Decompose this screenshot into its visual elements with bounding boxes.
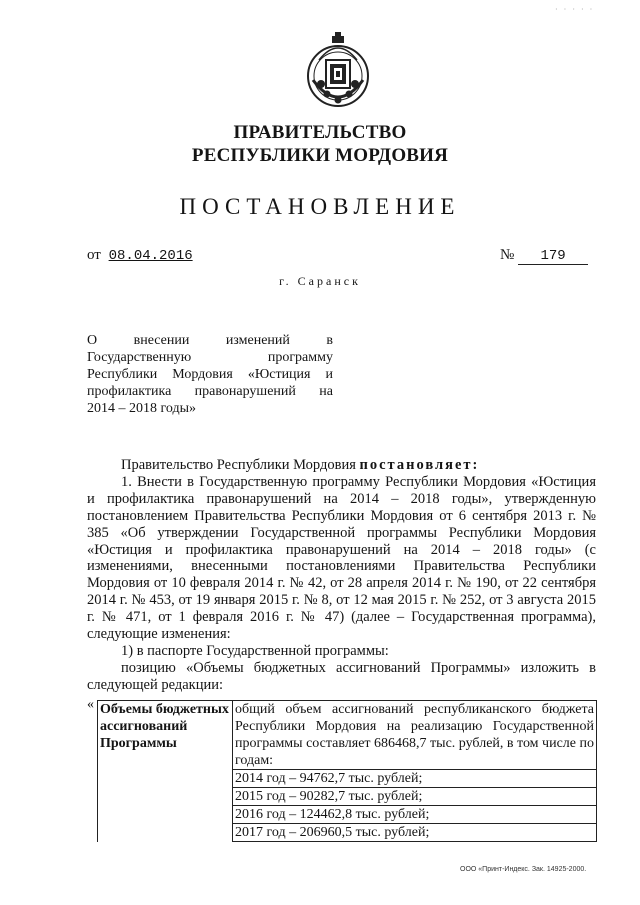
printer-imprint: ООО «Принт-Индекс. Зак. 14925-2000. xyxy=(460,866,587,873)
clause-1-paragraph: 1. Внести в Государственную программу Республики Мордовия «Юстиция и профилактика правонарушений на 2014 – 2018 годы», утвержденную постановлением Правительства Республики Мордовия от 6 сентября 2013 г. № 385 «Об утверждении Государственной программы Республики Мордовия «Юстиция и профилактика правонарушений на 2014 – 2018 годы» (с изменениями, внесенными постановлениями Правительства Республики Мордовия от 10 февраля 2014 г. № 42, от 28 апреля 2014 г. № 190, от 22 сентября 2014 г. № 453, от 19 января 2015 г. № 8, от 12 мая 2015 г. № 252, от 3 августа 2015 г. № 471, от 1 февраля 2016 г. № 47) (далее – Государственная программа), следующие изменения: xyxy=(87,473,596,643)
table-row xyxy=(98,701,597,770)
scan-artifact: · · · · · xyxy=(555,5,595,14)
coat-of-arms-emblem xyxy=(299,30,377,114)
table-cell: 2015 год – 90282,7 тыс. рублей; xyxy=(233,788,597,806)
government-title-line1: ПРАВИТЕЛЬСТВО xyxy=(233,122,407,143)
government-title-line2: РЕСПУБЛИКИ МОРДОВИЯ xyxy=(191,145,449,166)
intro-paragraph xyxy=(87,457,596,474)
document-subject xyxy=(87,332,333,417)
resolves-word: постановляет: xyxy=(359,457,480,473)
table-cell: 2016 год – 124462,8 тыс. рублей; xyxy=(233,806,597,824)
budget-table xyxy=(97,700,597,842)
clause-1-subitem: 1) в паспорте Государственной программы: xyxy=(121,642,389,659)
document-type: ПОСТАНОВЛЕНИЕ xyxy=(179,194,461,219)
number-prefix: № xyxy=(500,247,515,263)
document-number: 179 xyxy=(518,248,588,265)
subject-line: Республики Мордовия «Юстиция и xyxy=(87,367,333,382)
table-label-cell: Объемы бюджетных ассигнований Программы xyxy=(98,701,233,842)
document-body xyxy=(87,457,596,694)
subject-line: О внесении изменений в xyxy=(87,333,333,348)
subject-line: 2014 – 2018 годы» xyxy=(87,401,197,416)
number-row xyxy=(500,247,588,265)
opening-quote: « xyxy=(87,697,94,712)
date-prefix: от xyxy=(87,247,101,263)
date-row xyxy=(87,247,193,264)
intro-text: Правительство Республики Мордовия xyxy=(121,457,360,473)
subject-line: профилактика правонарушений на xyxy=(87,384,333,399)
subject-line: Государственную программу xyxy=(87,350,333,365)
document-date: 08.04.2016 xyxy=(108,248,193,264)
table-cell: 2014 год – 94762,7 тыс. рублей; xyxy=(233,770,597,788)
table-cell: 2017 год – 206960,5 тыс. рублей; xyxy=(233,824,597,842)
city: г. Саранск xyxy=(279,274,361,288)
clause-1-position: позицию «Объемы бюджетных ассигнований Программы» изложить в следующей редакции: xyxy=(87,659,596,693)
table-cell: общий объем ассигнований республиканского бюджета Республики Мордовия на реализацию Государственной программы составляет 686468,7 тыс. рублей, в том числе по годам: xyxy=(233,701,597,770)
